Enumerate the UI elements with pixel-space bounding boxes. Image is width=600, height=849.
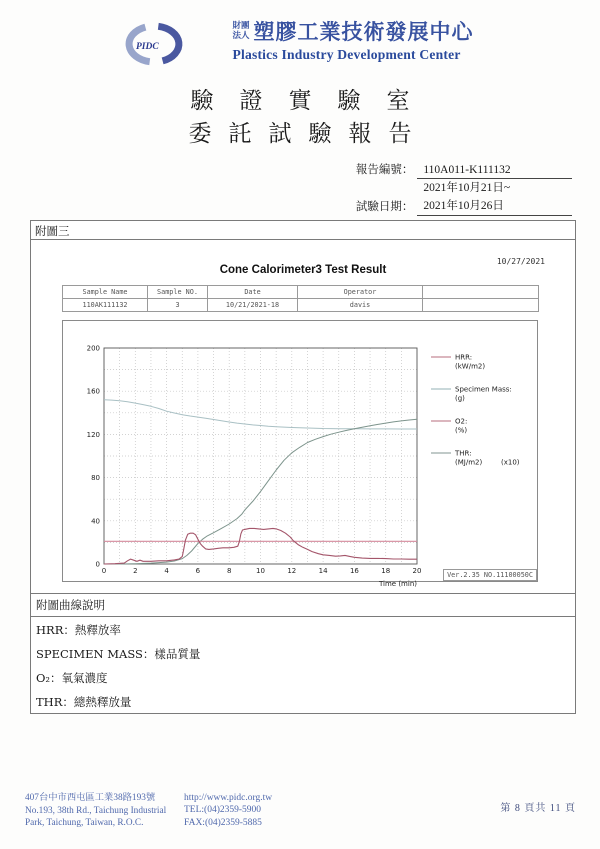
footer-fax: FAX:(04)2359-5885 xyxy=(184,817,262,828)
footer-tel: TEL:(04)2359-5900 xyxy=(184,805,262,816)
test-date-line1: 2021年10月21日~ xyxy=(423,182,511,194)
report-no-value: 110A011-K111132 xyxy=(417,164,572,179)
x-tick-label: 2 xyxy=(133,567,138,575)
y-tick-label: 80 xyxy=(91,474,100,483)
org-name-en: Plastics Industry Development Center xyxy=(232,47,461,62)
sample-table-header: Date xyxy=(208,286,298,299)
chart-print-date: 10/27/2021 xyxy=(496,257,545,266)
sample-table-header xyxy=(423,286,539,299)
legend-name: HRR: xyxy=(455,353,473,362)
curve-notes-title: 附圖曲線說明 xyxy=(31,593,575,617)
y-tick-label: 120 xyxy=(86,430,100,439)
test-date-line2: 2021年10月26日 xyxy=(417,197,572,216)
sample-table-header: Sample Name xyxy=(63,286,148,299)
x-tick-label: 16 xyxy=(349,567,359,575)
org-name-zh: 塑膠工業技術發展中心 xyxy=(253,21,474,44)
cone-calorimeter-chart xyxy=(63,321,537,588)
x-tick-label: 18 xyxy=(381,567,391,575)
y-tick-label: 0 xyxy=(95,560,100,569)
x-tick-label: 10 xyxy=(256,567,265,575)
curve-notes-rows xyxy=(31,617,575,713)
sample-table-cell xyxy=(423,299,539,312)
test-date-label: 試驗日期： xyxy=(355,201,414,213)
page-number: 第 8 頁共 11 頁 xyxy=(500,803,576,814)
legend-name: THR: xyxy=(455,449,472,458)
legend-unit: (kW/m2) xyxy=(455,362,486,371)
x-tick-label: 6 xyxy=(195,567,201,575)
x-tick-label: 20 xyxy=(412,567,422,575)
chart-figure xyxy=(62,320,538,588)
legend-unit: (g) xyxy=(455,394,465,403)
footer-contact xyxy=(184,792,272,829)
org-type-line2: 法人 xyxy=(232,30,250,40)
logo-text: PIDC xyxy=(136,42,160,52)
sample-table-header: Sample NO. xyxy=(148,286,208,299)
chart-title: Cone Calorimeter3 Test Result xyxy=(219,264,387,276)
report-no-label: 報告編號： xyxy=(355,164,414,176)
curve-note: HRR：熱釋放率 xyxy=(36,623,121,637)
legend-unit-multiplier: (x10) xyxy=(501,458,520,467)
y-tick-label: 40 xyxy=(91,517,100,526)
curve-note: THR：總熱釋放量 xyxy=(36,695,132,709)
org-type xyxy=(232,21,249,41)
footer-website: http://www.pidc.org.tw xyxy=(184,793,273,803)
legend-name: Specimen Mass: xyxy=(455,385,512,394)
sample-table-header: Operator xyxy=(298,286,423,299)
footer-address-zh: 407台中市西屯區工業38路193號 xyxy=(25,793,156,803)
legend-unit: (MJ/m2) xyxy=(455,458,483,467)
org-name-block xyxy=(232,16,473,63)
org-type-line1: 財團 xyxy=(232,20,250,31)
doc-title-line1: 驗證實驗室 xyxy=(190,88,436,114)
attachment-box xyxy=(30,220,576,714)
y-tick-label: 200 xyxy=(86,344,100,353)
footer-address-en1: No.193, 38th Rd., Taichung Industrial xyxy=(25,805,167,816)
curve-note: O₂：氧氣濃度 xyxy=(36,671,108,685)
sample-table-row xyxy=(63,299,539,312)
footer xyxy=(25,792,576,830)
x-tick-label: 8 xyxy=(226,567,232,575)
attachment-label: 附圖三 xyxy=(31,221,575,240)
curve-note: SPECIMEN MASS：樣品質量 xyxy=(36,647,201,661)
sample-table-cell: 10/21/2021-18 xyxy=(208,299,298,312)
software-version: Ver.2.35 NO.11100050C xyxy=(443,569,537,581)
footer-address xyxy=(25,792,178,830)
legend-name: O2: xyxy=(455,417,468,426)
sample-table-cell: davis xyxy=(298,299,423,312)
pidc-logo xyxy=(126,20,182,70)
y-tick-label: 160 xyxy=(86,387,100,396)
curve-notes xyxy=(31,593,575,713)
spacer xyxy=(340,195,413,197)
sample-table-cell: 110AK111132 xyxy=(63,299,148,312)
x-axis-title: Time (min) xyxy=(378,580,417,588)
report-info xyxy=(340,161,572,216)
x-tick-label: 12 xyxy=(287,567,297,575)
sample-table-header-row xyxy=(63,286,539,299)
x-tick-label: 14 xyxy=(318,567,328,575)
x-tick-label: 4 xyxy=(164,567,169,575)
legend-unit: (%) xyxy=(455,426,468,435)
footer-address-en2: Park, Taichung, Taiwan, R.O.C. xyxy=(25,818,144,829)
logo-swirl-right xyxy=(159,26,180,61)
x-tick-label: 0 xyxy=(101,567,107,575)
doc-title-line2: 委託試驗報告 xyxy=(188,121,429,147)
sample-table-cell: 3 xyxy=(148,299,208,312)
header xyxy=(0,16,600,70)
sample-table xyxy=(62,285,539,312)
